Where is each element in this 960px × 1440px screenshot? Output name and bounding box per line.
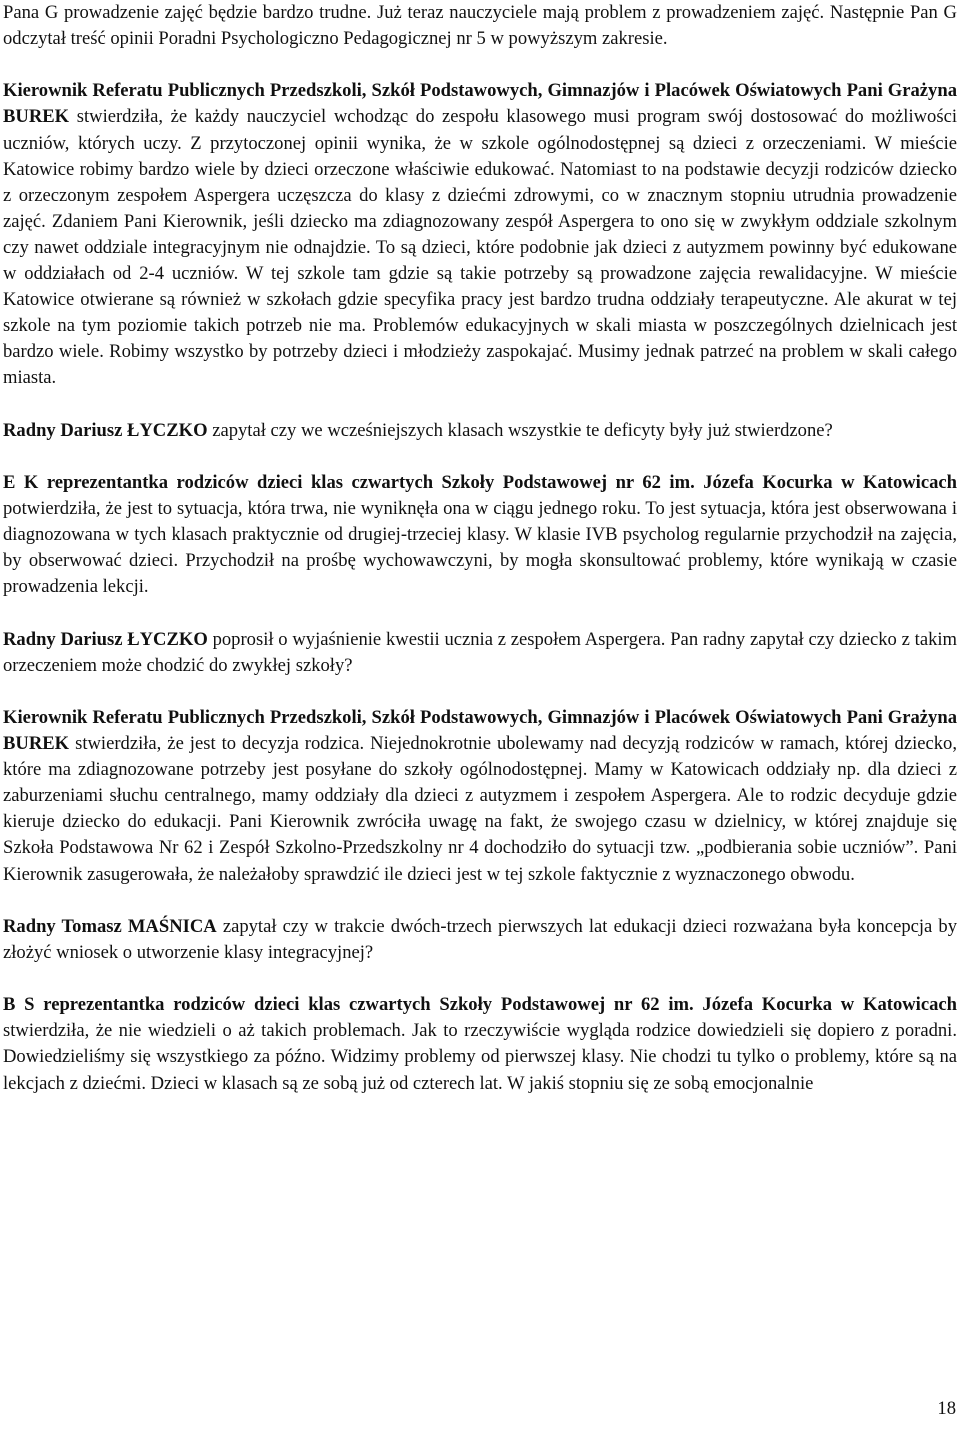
speaker-name: Radny Tomasz MAŚNICA (3, 915, 217, 937)
paragraph-text: zapytał czy w trakcie dwóch-trzech pierwszych lat edukacji dzieci rozważana była koncepcja by złożyć wniosek o utworzenie klasy integracyjnej? (3, 915, 957, 963)
paragraph-text: zapytał czy we wcześniejszych klasach wszystkie te deficyty były już stwierdzone? (207, 419, 833, 441)
paragraph-text: stwierdziła, że jest to decyzja rodzica. Niejednokrotnie ubolewamy nad decyzją rodziców w ramach, której dziecko, które ma zdiagnozowane potrzeby jest posyłane do szkoły ogólnodostępnej. Mamy w Katowicach oddziały np. dla dzieci z zaburzeniami słuchu centralnego, mamy oddziały dla dzieci z autyzmem i zespołem Aspergera. Ale to rodzic decyduje gdzie kieruje dziecko do edukacji. Pani Kierownik zwróciła uwagę na fakt, że swojego czasu w dzielnicy, w której znajduje się Szkoła Podstawowa Nr 62 i Zespół Szkolno-Przedszkolny nr 4 dochodziło do sytuacji tzw. „podbierania sobie uczniów”. Pani Kierownik zasugerowała, że należałoby sprawdzić ile dzieci jest w tej szkole faktycznie z wyznaczonego obwodu. (3, 733, 957, 885)
paragraph-2 (3, 78, 957, 391)
paragraph-text: stwierdziła, że każdy nauczyciel wchodząc do zespołu klasowego musi program swój dostosować do możliwości uczniów, których uczy. Z przytoczonej opinii wynika, że w szkole ogólnodostępnej są dzieci z orzeczeniami. W mieście Katowice robimy bardzo wiele by dzieci orzeczone właściwie edukować. Natomiast to na podstawie decyzji rodziców dziecko z orzeczonym zespołem Aspergera uczęszcza do klasy z dziećmi zdrowymi, co w znacznym stopniu utrudnia prowadzenie zajęć. Zdaniem Pani Kierownik, jeśli dziecko ma zdiagnozowany zespół Aspergera to ono się w zwykłym oddziale szkolnym czy nawet oddziale integracyjnym nie odnajdzie. To są dzieci, które podobnie jak dzieci z autyzmem powinny być edukowane w oddziałach od 2-4 uczniów. W tej szkole tam gdzie są takie potrzeby są prowadzone zajęcia rewalidacyjne. W mieście Katowice otwierane są również w szkołach gdzie specyfika pracy jest bardzo trudna oddziały terapeutyczne. Ale akurat w tej szkole na tym poziomie takich potrzeb nie ma. Problemów edukacyjnych w skali miasta w poszczególnych dzielnicach jest bardzo wiele. Robimy wszystko by potrzeby dzieci i młodzieży zaspokajać. Musimy jednak patrzeć na problem w skali całego miasta. (3, 106, 957, 389)
paragraph-text: potwierdziła, że jest to sytuacja, która trwa, nie wyniknęła ona w ciągu jednego roku. To jest sytuacja, która jest obserwowana i diagnozowana w tych klasach praktycznie od drugiej-trzeciej klasy. W klasie IVB psycholog regularnie przychodził na zajęcia, by obserwować dzieci. Przychodził na prośbę wychowawczyni, by mogła skonsultować problemy, które wynikają w czasie prowadzenia lekcji. (3, 498, 957, 598)
speaker-name: Radny Dariusz ŁYCZKO (3, 628, 208, 650)
paragraph-text: poprosił o wyjaśnienie kwestii ucznia z zespołem Aspergera. Pan radny zapytał czy dziecko z takim orzeczeniem może chodzić do zwykłej szkoły? (3, 628, 957, 676)
speaker-name: B S reprezentantka rodziców dzieci klas czwartych Szkoły Podstawowej nr 62 im. Józefa Kocurka w Katowicach (3, 994, 957, 1016)
paragraph-text: Pana G prowadzenie zajęć będzie bardzo trudne. Już teraz nauczyciele mają problem z prowadzeniem zajęć. Następnie Pan G odczytał treść opinii Poradni Psychologiczno Pedagogicznej nr 5 w powyższym zakresie. (3, 2, 957, 50)
paragraph-text: stwierdziła, że nie wiedzieli o aż takich problemach. Jak to rzeczywiście wygląda rodzice dowiedzieli się dopiero z poradni. Dowiedzieliśmy się wszystkiego za późno. Widzimy problemy od pierwszej klasy. Nie chodzi tu tylko o problemy, które są na lekcjach z dziećmi. Dzieci w klasach są ze sobą już od czterech lat. W jakiś stopniu się ze sobą emocjonalnie (3, 1020, 957, 1094)
speaker-name: E K reprezentantka rodziców dzieci klas czwartych Szkoły Podstawowej nr 62 im. Józefa Kocurka w Katowicach (3, 471, 957, 493)
page-number: 18 (937, 1398, 956, 1419)
paragraph-7 (3, 914, 957, 966)
paragraph-5 (3, 627, 957, 679)
speaker-name: Kierownik Referatu Publicznych Przedszkoli, Szkół Podstawowych, Gimnazjów i Placówek Oświatowych Pani Grażyna BUREK (3, 80, 957, 128)
paragraph-1 (3, 0, 957, 52)
paragraph-8 (3, 992, 957, 1096)
speaker-name: Radny Dariusz ŁYCZKO (3, 419, 208, 441)
document-page (3, 0, 957, 1123)
speaker-name: Kierownik Referatu Publicznych Przedszkoli, Szkół Podstawowych, Gimnazjów i Placówek Oświatowych Pani Grażyna BUREK (3, 707, 957, 755)
paragraph-4 (3, 470, 957, 600)
paragraph-3 (3, 418, 957, 444)
paragraph-6 (3, 705, 957, 888)
